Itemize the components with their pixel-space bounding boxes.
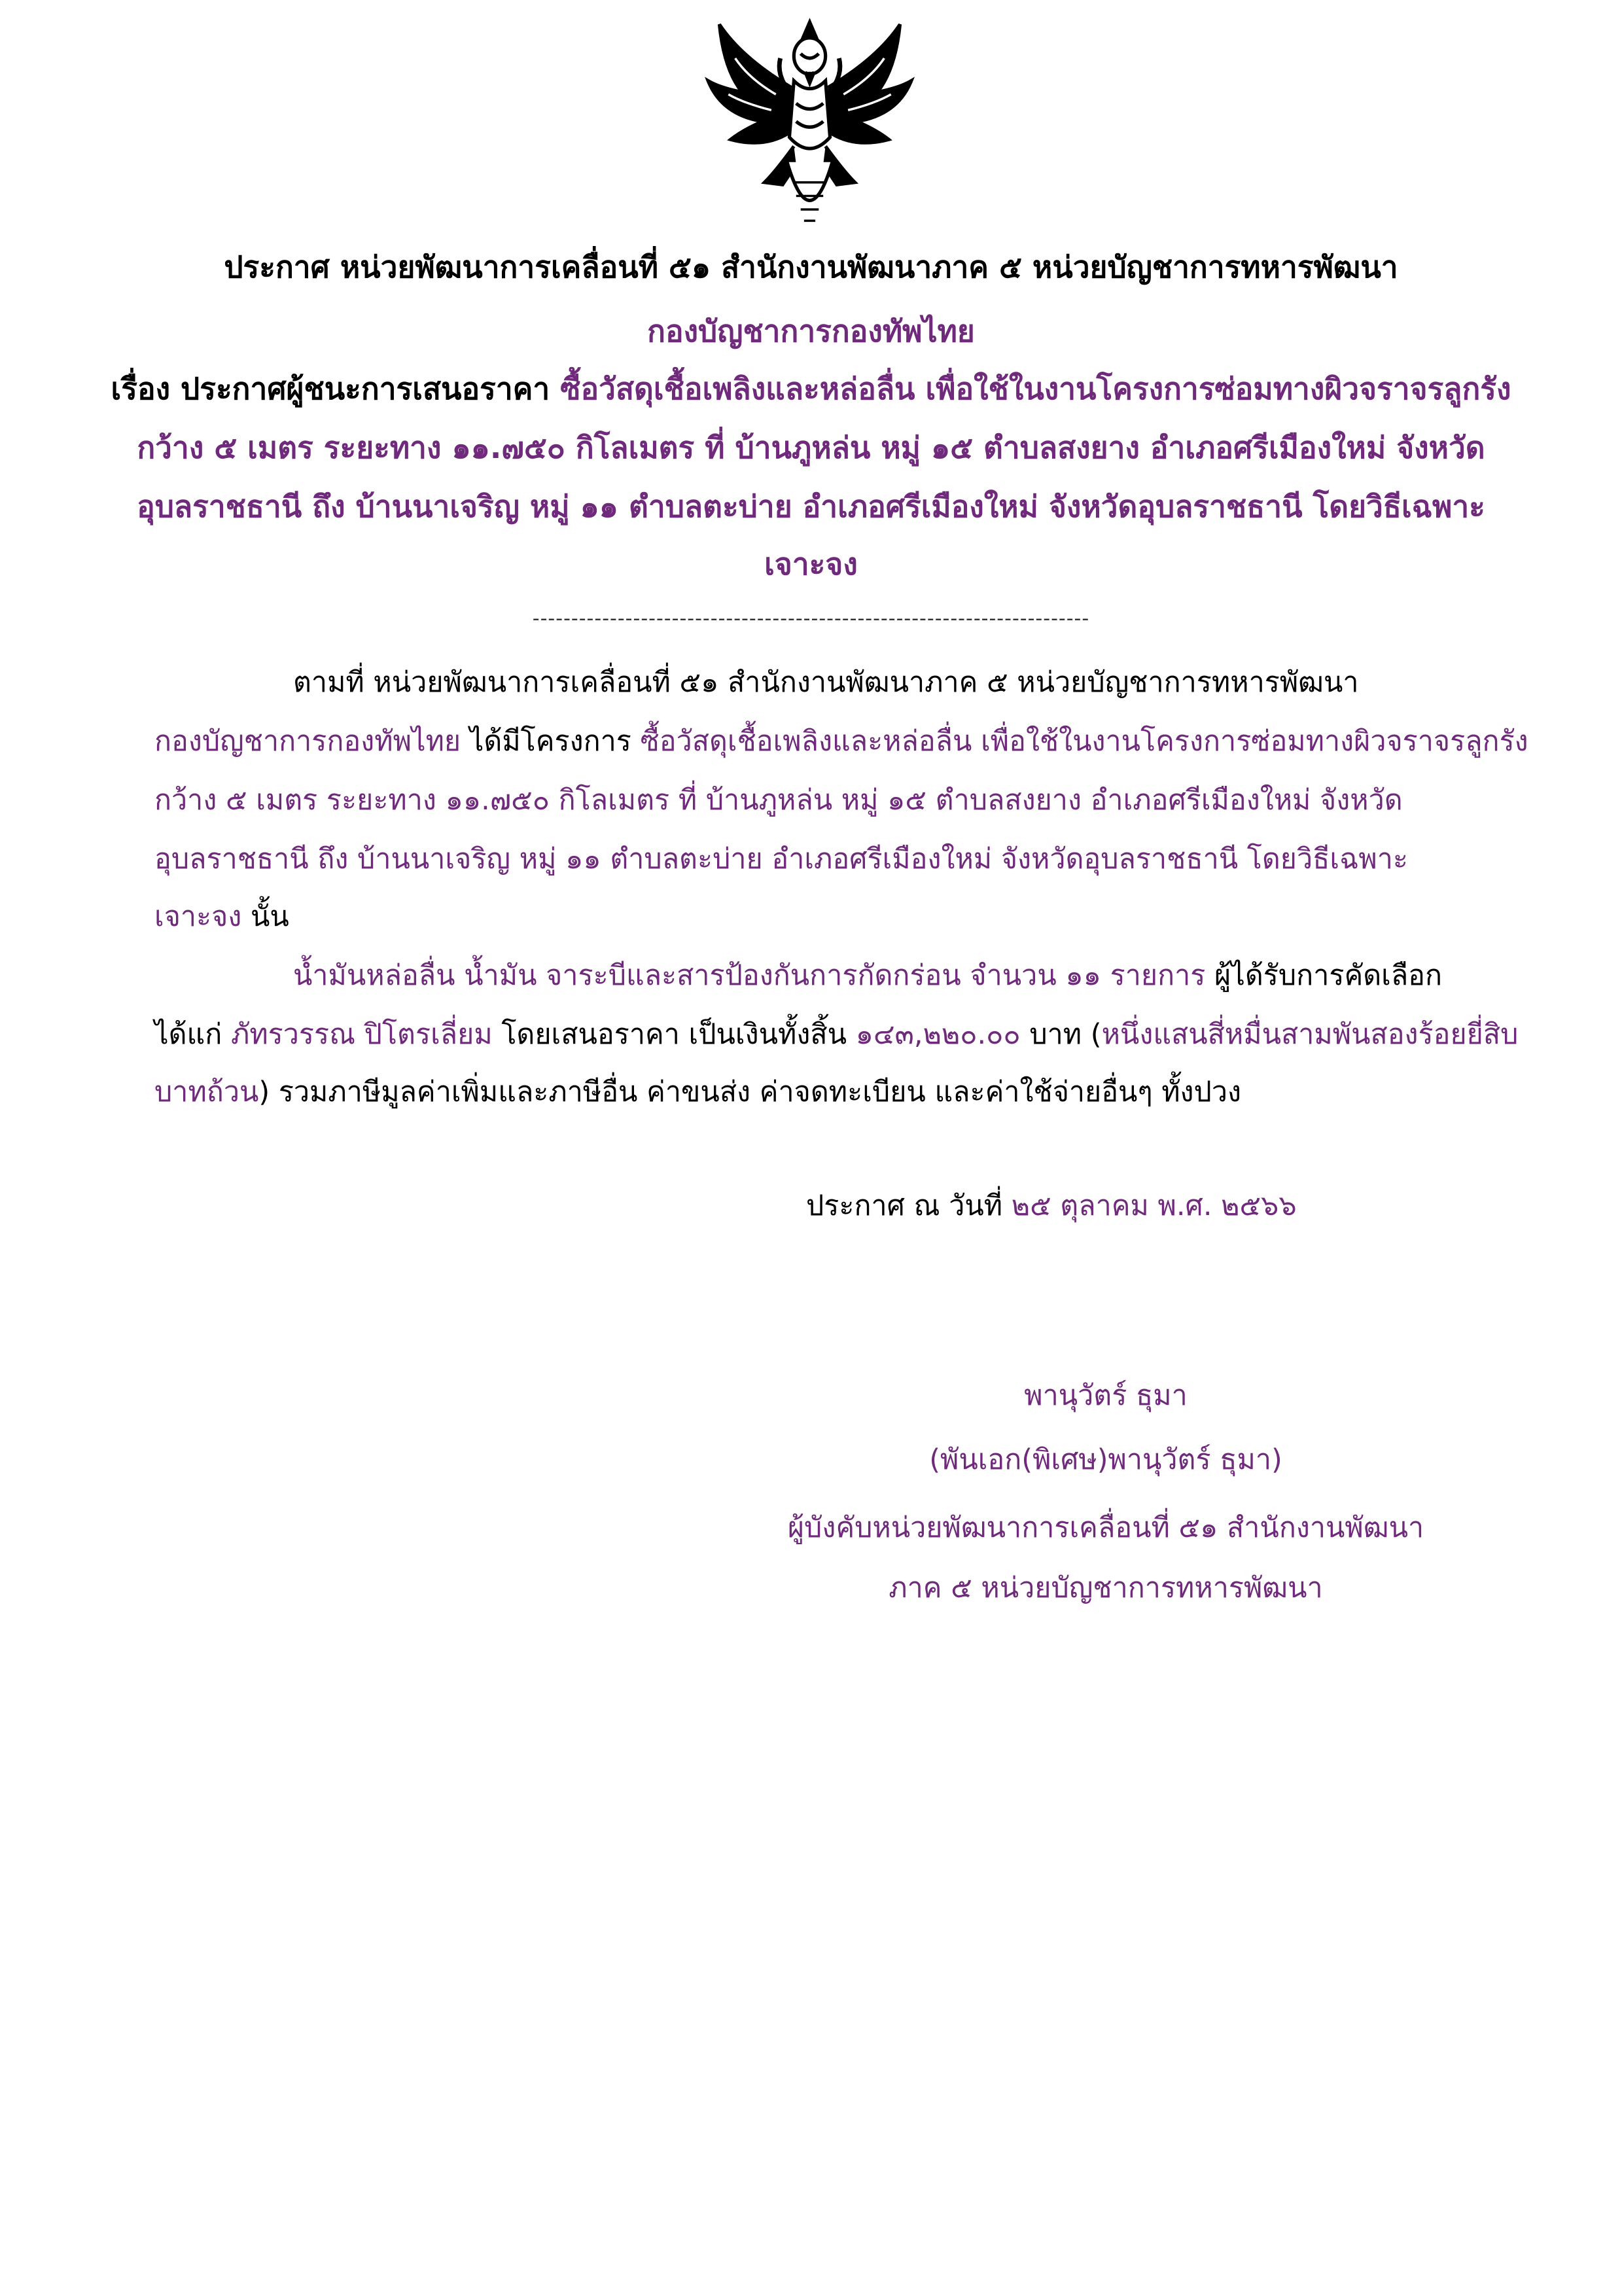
paragraph2-items: น้ำมันหล่อลื่น น้ำมัน จาระบีและสารป้องกันการกัดกร่อน จำนวน ๑๑ รายการ xyxy=(293,959,1206,992)
paragraph2-prefix: ได้แก่ xyxy=(154,1018,231,1051)
paragraph1-line-3: กว้าง ๕ เมตร ระยะทาง ๑๑.๗๕๐ กิโลเมตร ที่ บ้านภูหล่น หมู่ ๑๕ ตำบลสงยาง อำเภอศรีเมืองใหม่ จังหวัด xyxy=(154,784,1403,817)
paragraph2-selected: ผู้ได้รับการคัดเลือก xyxy=(1205,959,1443,992)
paragraph1-mid: ได้มีโครงการ xyxy=(461,725,641,758)
signer-position-line-1: ผู้บังคับหน่วยพัฒนาการเคลื่อนที่ ๕๑ สำนักงานพัฒนา xyxy=(787,1511,1424,1544)
signer-full-name: (พันเอก(พิเศษ)พานุวัตร์ ธุมา) xyxy=(929,1443,1282,1476)
amount-in-words: หนึ่งแสนสี่หมื่นสามพันสองร้อยยี่สิบ xyxy=(1101,1018,1519,1051)
signer-name: พานุวัตร์ ธุมา xyxy=(1024,1379,1188,1412)
heading-line-4: กว้าง ๕ เมตร ระยะทาง ๑๑.๗๕๐ กิโลเมตร ที่ บ้านภูหล่น หมู่ ๑๕ ตำบลสงยาง อำเภอศรีเมืองใหม่ จังหวัด xyxy=(137,430,1485,465)
paragraph1-line-1: ตามที่ หน่วยพัฒนาการเคลื่อนที่ ๕๑ สำนักงานพัฒนาภาค ๕ หน่วยบัญชาการทหารพัฒนา xyxy=(293,666,1359,699)
paragraph2-line-3 xyxy=(154,1069,1241,1114)
paragraph1-project: ซื้อวัสดุเชื้อเพลิงและหล่อลื่น เพื่อใช้ในงานโครงการซ่อมทางผิวจราจรลูกรัง xyxy=(640,725,1528,758)
heading-subject-text: ซื้อวัสดุเชื้อเพลิงและหล่อลื่น เพื่อใช้ในงานโครงการซ่อมทางผิวจราจรลูกรัง xyxy=(560,371,1511,406)
paragraph1-method: เจาะจง xyxy=(154,900,242,933)
paragraph2-line-1 xyxy=(293,953,1442,997)
signer-position-line-2: ภาค ๕ หน่วยบัญชาการทหารพัฒนา xyxy=(889,1572,1323,1604)
paragraph2-bid-text: โดยเสนอราคา เป็นเงินทั้งสิ้น xyxy=(492,1018,856,1051)
heading-line-1: ประกาศ หน่วยพัฒนาการเคลื่อนที่ ๕๑ สำนักงานพัฒนาภาค ๕ หน่วยบัญชาการทหารพัฒนา xyxy=(224,249,1398,285)
paragraph1-org: กองบัญชาการกองทัพไทย xyxy=(154,725,461,758)
paragraph1-line-5 xyxy=(154,894,289,938)
paragraph1-line-4: อุบลราชธานี ถึง บ้านนาเจริญ หมู่ ๑๑ ตำบลตะบ่าย อำเภอศรีเมืองใหม่ จังหวัดอุบลราชธานี โดยวิธีเฉพาะ xyxy=(154,843,1408,875)
winner-name: ภัทรวรรณ ปิโตรเลี่ยม xyxy=(230,1018,493,1051)
heading-line-5: อุบลราชธานี ถึง บ้านนาเจริญ หมู่ ๑๑ ตำบลตะบ่าย อำเภอศรีเมืองใหม่ จังหวัดอุบลราชธานี โดยวิธีเฉพาะ xyxy=(137,489,1485,524)
heading-line-2: กองบัญชาการกองทัพไทย xyxy=(647,313,975,349)
paragraph1-line-2 xyxy=(154,718,1528,763)
paragraph2-terms: ) รวมภาษีมูลค่าเพิ่มและภาษีอื่น ค่าขนส่ง ค่าจดทะเบียน และค่าใช้จ่ายอื่นๆ ทั้งปวง xyxy=(258,1076,1241,1108)
separator-line: ------------------------------------------------------------------------ xyxy=(532,607,1090,630)
heading-line-6: เจาะจง xyxy=(764,546,858,582)
paragraph2-baht: บาท ( xyxy=(1020,1018,1102,1051)
heading-subject-prefix: เรื่อง ประกาศผู้ชนะการเสนอราคา xyxy=(111,371,561,406)
announce-date xyxy=(806,1183,1297,1227)
garuda-emblem-icon xyxy=(697,13,923,239)
paragraph1-end: นั้น xyxy=(241,900,289,933)
amount-in-words-end: บาทถ้วน xyxy=(154,1076,259,1108)
bid-amount: ๑๔๓,๒๒๐.๐๐ xyxy=(855,1018,1021,1051)
announce-date-value: ๒๕ ตุลาคม พ.ศ. ๒๕๖๖ xyxy=(1011,1190,1297,1222)
announce-date-label: ประกาศ ณ วันที่ xyxy=(806,1190,1012,1222)
heading-subject-line xyxy=(0,365,1622,413)
paragraph2-line-2 xyxy=(154,1012,1518,1056)
